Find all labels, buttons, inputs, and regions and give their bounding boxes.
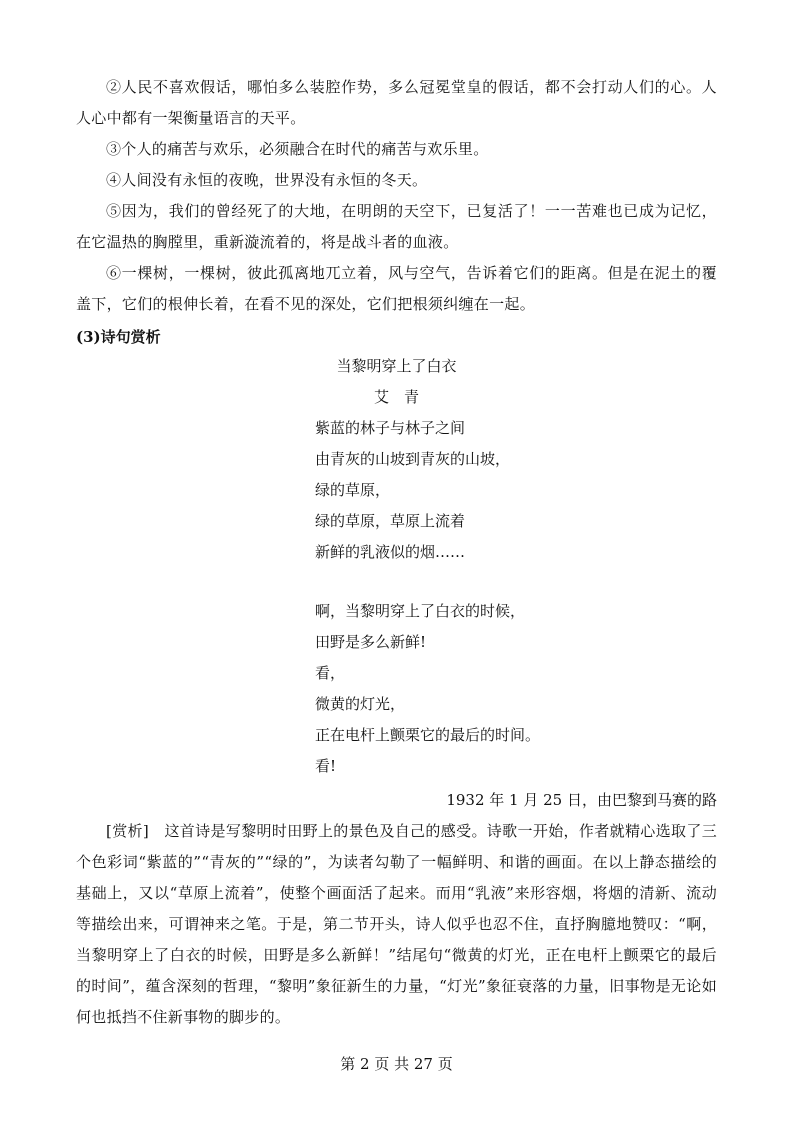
poem-line: 微黄的灯光， [315, 695, 406, 713]
sentence-2: ②人民不喜欢假话，哪怕多么装腔作势，多么冠冕堂皇的假话，都不会打动人们的心。人人心中都有一架衡量语言的天平。 [76, 78, 717, 127]
sentence-5: ⑤因为，我们的曾经死了的大地，在明朗的天空下，已复活了！一一苦难也已成为记忆，在它温热的胸膛里，重新漩流着的，将是战斗者的血液。 [76, 202, 717, 251]
poem-line: 田野是多么新鲜! [315, 633, 427, 651]
sentence-6: ⑥一棵树，一棵树，彼此孤离地兀立着，风与空气，告诉着它们的距离。但是在泥土的覆盖下，它们的根伸长着，在看不见的深处，它们把根须纠缠在一起。 [76, 264, 717, 313]
sentence-3: ③个人的痛苦与欢乐，必须融合在时代的痛苦与欢乐里。 [106, 140, 489, 158]
section-heading: (3)诗句赏析 [76, 328, 161, 346]
poem-line: 绿的草原，草原上流着 [315, 512, 466, 530]
poem-line: 看! [315, 757, 337, 775]
poem-line: 紫蓝的林子与林子之间 [315, 419, 466, 437]
page-footer: 第 2 页 共 27 页 [340, 1055, 453, 1073]
analysis-paragraph: [赏析] 这首诗是写黎明时田野上的景色及自己的感受。诗歌一开始，作者就精心选取了三个色彩词“紫蓝的”“青灰的”“绿的”，为读者勾勒了一幅鲜明、和谐的画面。在以上静态描绘的基础上，又以“草原上流着”，使整个画面活了起来。而用“乳液”来形容烟，将烟的清新、流动等描绘出来，可谓神来之笔。于是，第二节开头，诗人似乎也忍不住，直抒胸臆地赞叹：“啊，当黎明穿上了白衣的时候，田野是多么新鲜！”结尾句“微黄的灯光，正在电杆上颤栗它的最后的时间”，蕴含深刻的哲理，“黎明”象征新生的力量，“灯光”象征衰落的力量，旧事物是无论如何也抵挡不住新事物的脚步的。 [76, 822, 717, 1026]
sentence-4: ④人间没有永恒的夜晚，世界没有永恒的冬天。 [106, 171, 428, 189]
poem-line: 看， [315, 664, 346, 682]
poem-line: 新鲜的乳液似的烟…… [315, 543, 466, 561]
poem-line: 由青灰的山坡到青灰的山坡， [315, 450, 511, 468]
poem-line: 正在电杆上颤栗它的最后的时间。 [315, 726, 541, 744]
poem-author: 艾 青 [373, 388, 419, 406]
poem-line: 绿的草原， [315, 481, 391, 499]
poem-date: 1932 年 1 月 25 日，由巴黎到马赛的路 [446, 791, 717, 809]
poem-title: 当黎明穿上了白衣 [336, 357, 457, 375]
poem-line: 啊，当黎明穿上了白衣的时候， [315, 602, 526, 620]
